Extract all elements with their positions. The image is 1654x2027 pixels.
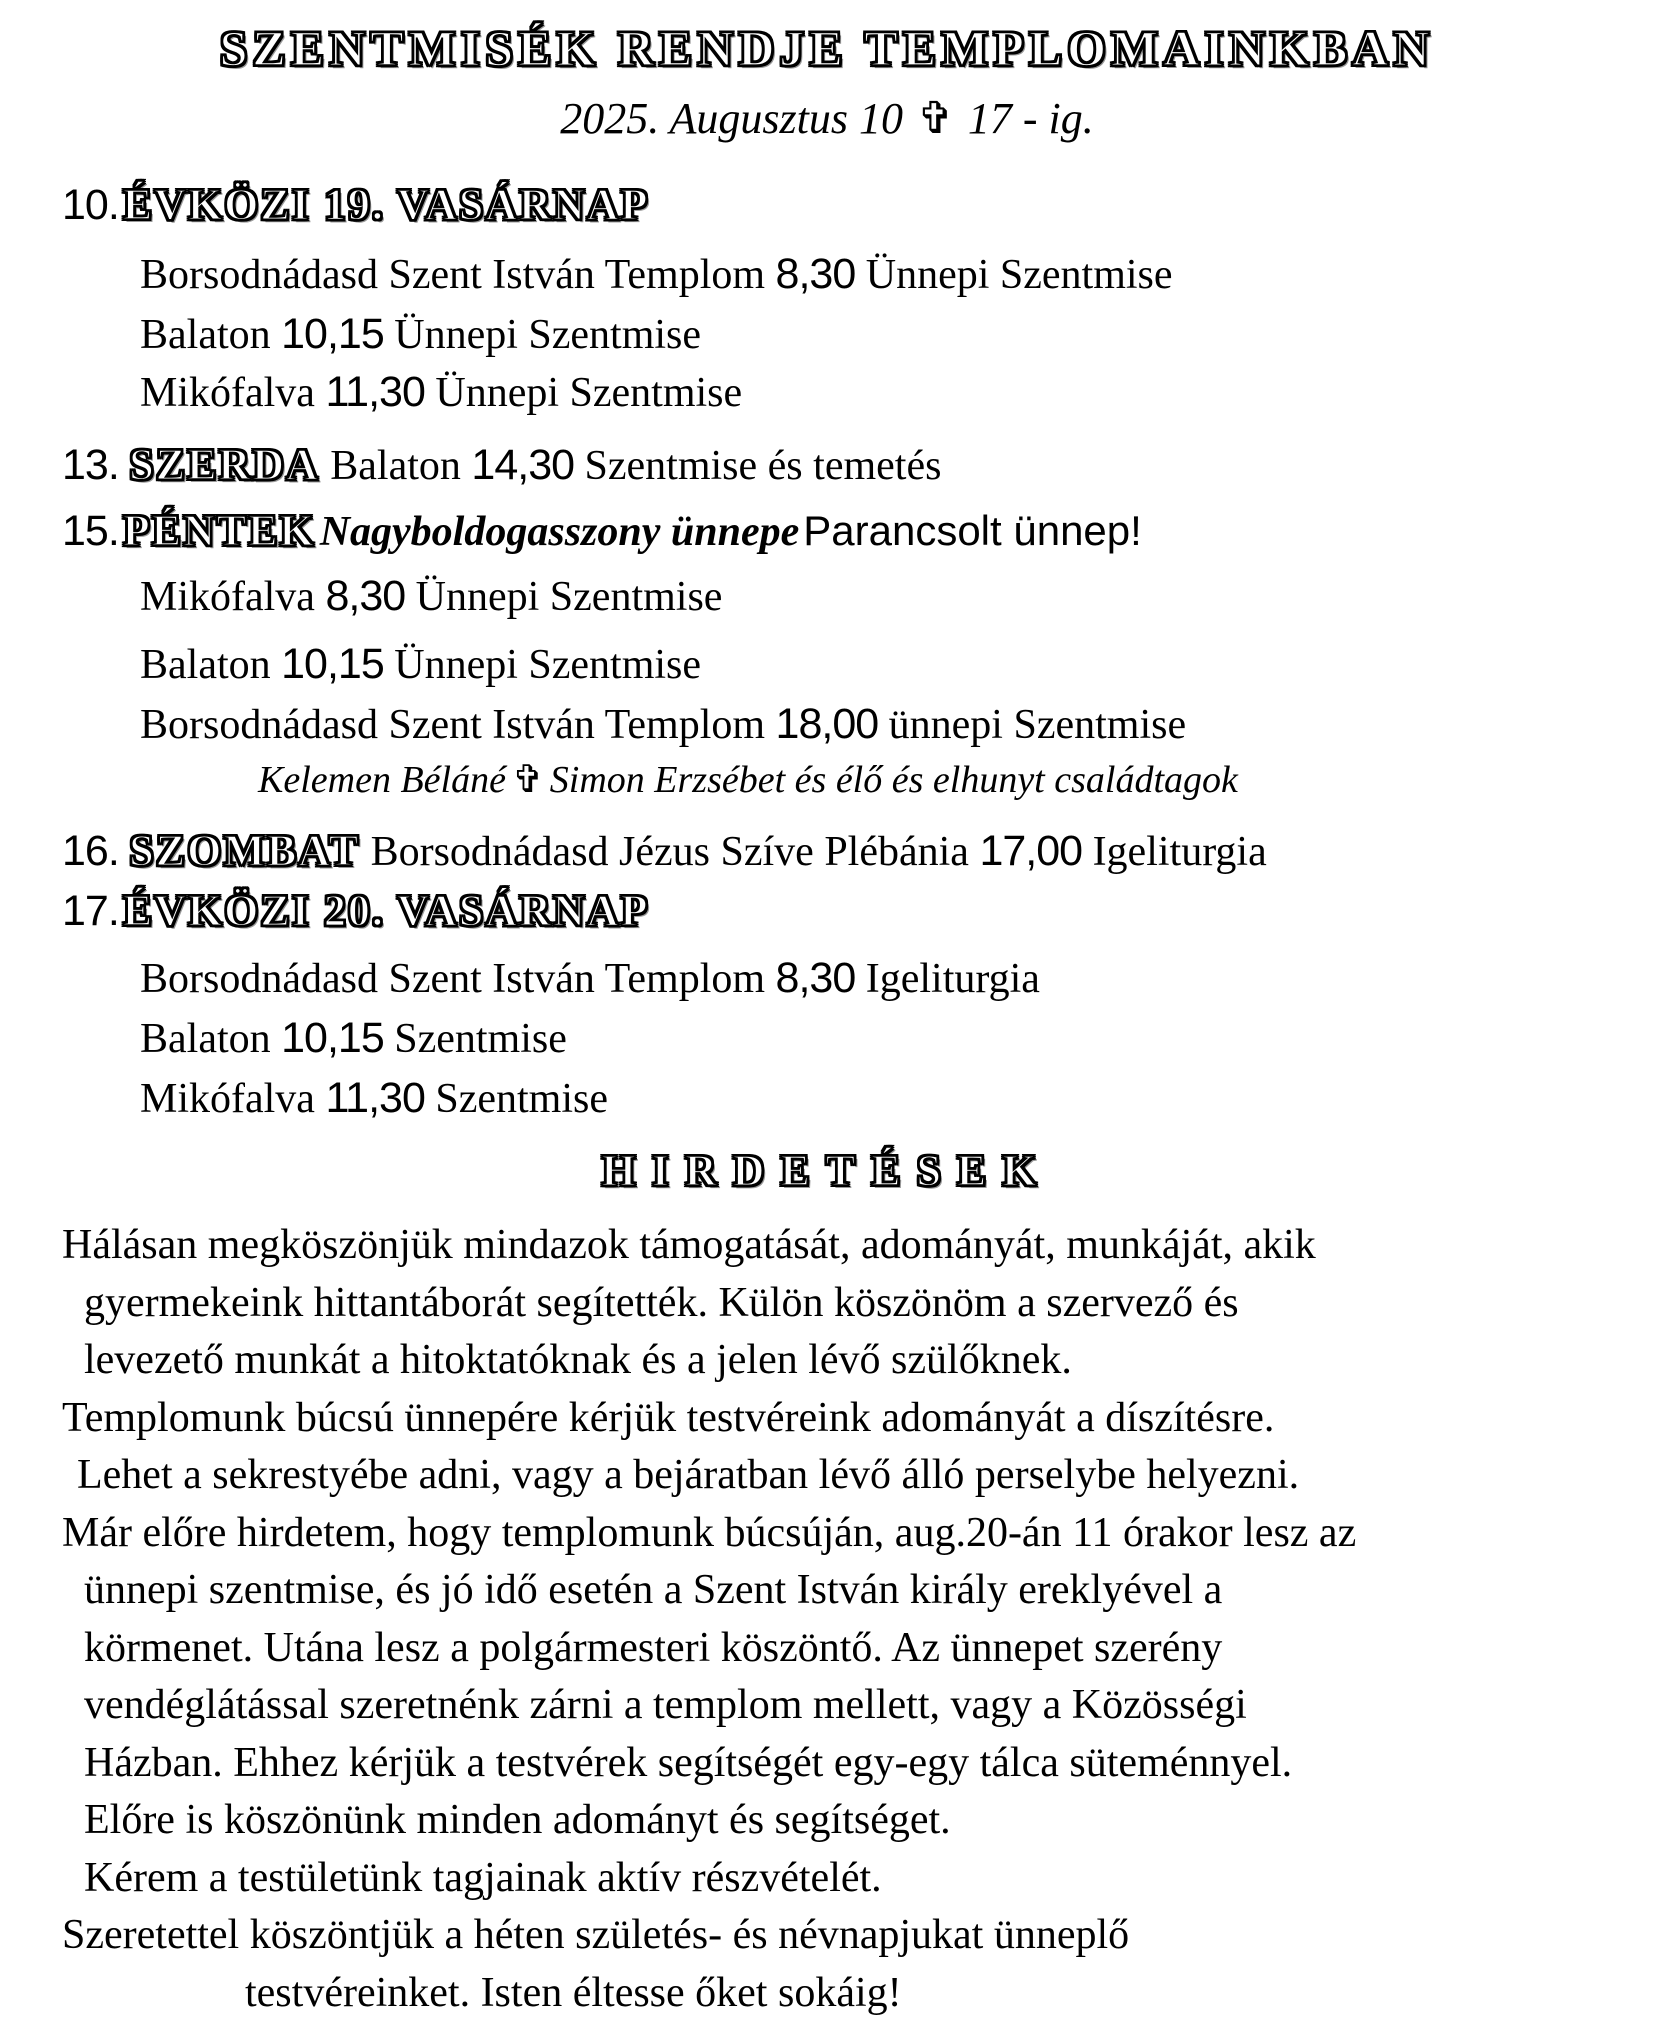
mass-place: Borsodnádasd Jézus Szíve Plébánia <box>370 829 969 875</box>
announcement-line: gyermekeink hittantáborát segítették. Külön köszönöm a szervező és <box>84 1280 1239 1326</box>
mass-place: Balaton <box>140 1016 271 1062</box>
mass-line <box>140 1074 608 1123</box>
document-title <box>0 20 1654 76</box>
mass-line <box>140 640 701 689</box>
mass-time: 10,15 <box>281 310 384 358</box>
mass-place: Borsodnádasd Szent István Templom <box>140 956 766 1002</box>
mass-time: 11,30 <box>325 1074 425 1122</box>
day-name: SZOMBAT <box>129 826 361 875</box>
mass-time: 10,15 <box>281 640 384 688</box>
document-title-text: SZENTMISÉK RENDJE TEMPLOMAINKBAN <box>219 20 1435 76</box>
intention-detail: Simon Erzsébet és élő és elhunyt családtagok <box>549 759 1238 801</box>
mass-place: Balaton <box>330 443 461 489</box>
mass-line <box>140 310 701 359</box>
announcement-line: Előre is köszönünk minden adományt és segítséget. <box>84 1797 951 1843</box>
mass-line <box>140 572 722 621</box>
mass-intention <box>258 758 1238 802</box>
announcement-line: körmenet. Utána lesz a polgármesteri köszöntő. Az ünnepet szerény <box>84 1625 1223 1671</box>
date-range-start: 2025. Augusztus 10 <box>560 94 903 143</box>
announcement-line: Templomunk búcsú ünnepére kérjük testvéreink adományát a díszítésre. <box>62 1395 1275 1441</box>
date-range-end: 17 - ig. <box>967 94 1094 143</box>
day-number: 10. <box>62 181 119 229</box>
day-heading-sunday-20 <box>62 886 649 935</box>
mass-desc: ünnepi Szentmise <box>888 702 1187 748</box>
announcement-line: vendéglátással szeretnénk zárni a templom mellett, vagy a Közösségi <box>84 1682 1247 1728</box>
mass-time: 8,30 <box>775 250 856 298</box>
mass-desc: Szentmise és temetés <box>584 443 942 489</box>
day-name: ÉVKÖZI 20. VASÁRNAP <box>122 886 650 935</box>
day-heading-wednesday <box>62 440 941 490</box>
mass-time: 18,00 <box>775 700 879 748</box>
mass-desc: Szentmise <box>435 1076 609 1122</box>
cross-icon: ✞ <box>511 757 544 801</box>
mass-place: Balaton <box>140 642 271 688</box>
mass-line <box>140 250 1173 299</box>
announcement-line: testvéreinket. Isten éltesse őket sokáig! <box>245 1970 902 2016</box>
obligatory-feast-note: Parancsolt ünnep! <box>803 507 1142 554</box>
announcement-line: levezető munkát a hitoktatóknak és a jelen lévő szülőknek. <box>84 1337 1072 1383</box>
announcement-line: Szeretettel köszöntjük a héten születés- és névnapjukat ünneplő <box>62 1912 1130 1958</box>
mass-place: Borsodnádasd Szent István Templom <box>140 702 766 748</box>
mass-desc: Igeliturgia <box>865 956 1040 1002</box>
mass-desc: Ünnepi Szentmise <box>865 252 1173 298</box>
mass-time: 8,30 <box>325 572 406 620</box>
announcement-line: Házban. Ehhez kérjük a testvérek segítségét egy-egy tálca süteménnyel. <box>84 1740 1293 1786</box>
day-number: 15. <box>62 507 119 555</box>
mass-time: 10,15 <box>281 1014 384 1062</box>
announcements-heading-text: HIRDETÉSEK <box>601 1146 1053 1195</box>
day-heading-saturday <box>62 826 1267 876</box>
mass-line <box>140 1014 567 1063</box>
day-number: 17. <box>62 887 119 935</box>
mass-place: Mikófalva <box>140 1076 315 1122</box>
date-range <box>0 94 1654 143</box>
mass-desc: Ünnepi Szentmise <box>415 574 723 620</box>
day-heading-sunday-19 <box>62 180 649 229</box>
cross-icon: ✞ <box>916 93 954 144</box>
mass-time: 14,30 <box>471 441 575 489</box>
mass-desc: Ünnepi Szentmise <box>394 312 702 358</box>
mass-place: Borsodnádasd Szent István Templom <box>140 252 766 298</box>
announcement-line: ünnepi szentmise, és jó idő esetén a Szent István király ereklyével a <box>84 1567 1223 1613</box>
feast-name: Nagyboldogasszony ünnepe <box>319 509 800 555</box>
mass-desc: Igeliturgia <box>1092 829 1267 875</box>
mass-desc: Ünnepi Szentmise <box>435 370 743 416</box>
announcement-line: Lehet a sekrestyébe adni, vagy a bejáratban lévő álló perselybe helyezni. <box>77 1452 1300 1498</box>
day-heading-friday <box>62 506 1142 556</box>
mass-line <box>140 700 1186 749</box>
mass-time: 17,00 <box>979 827 1083 875</box>
mass-place: Mikófalva <box>140 574 315 620</box>
mass-desc: Ünnepi Szentmise <box>394 642 702 688</box>
announcement-line: Kérem a testületünk tagjainak aktív részvételét. <box>84 1855 882 1901</box>
mass-place: Mikófalva <box>140 370 315 416</box>
mass-line <box>140 368 742 417</box>
mass-time: 11,30 <box>325 368 425 416</box>
mass-place: Balaton <box>140 312 271 358</box>
mass-desc: Szentmise <box>394 1016 567 1062</box>
day-name: SZERDA <box>129 440 320 489</box>
announcements-heading <box>0 1146 1654 1195</box>
day-number: 13. <box>62 441 119 489</box>
announcement-line: Hálásan megköszönjük mindazok támogatását, adományát, munkáját, akik <box>62 1222 1316 1268</box>
day-name: ÉVKÖZI 19. VASÁRNAP <box>122 180 650 229</box>
day-name: PÉNTEK <box>122 506 316 555</box>
mass-time: 8,30 <box>775 954 856 1002</box>
day-number: 16. <box>62 827 119 875</box>
announcement-line: Már előre hirdetem, hogy templomunk búcsúján, aug.20-án 11 órakor lesz az <box>62 1510 1357 1556</box>
mass-line <box>140 954 1040 1003</box>
intention-name: Kelemen Béláné <box>258 759 506 801</box>
